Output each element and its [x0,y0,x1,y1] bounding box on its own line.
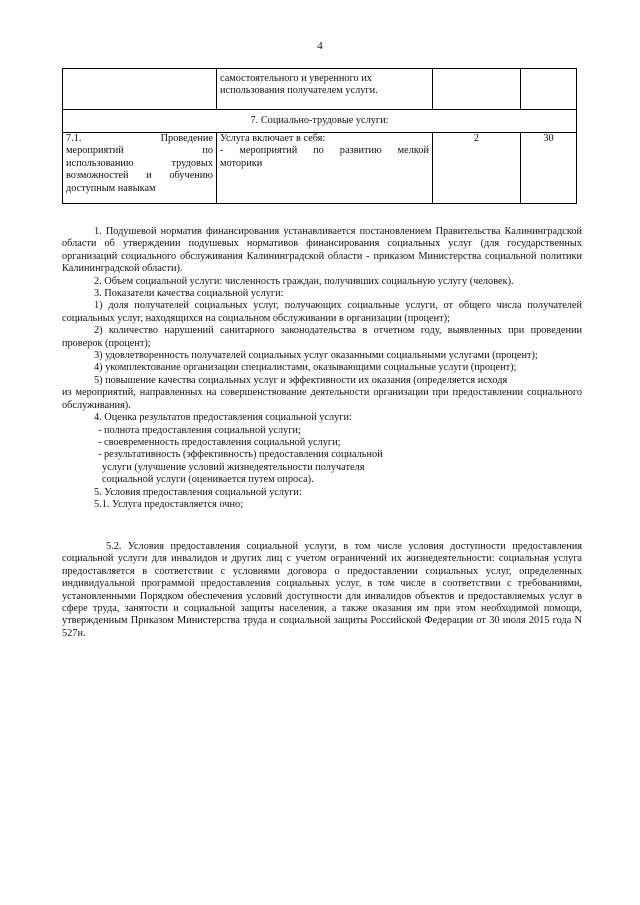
table-cell-value: 2 [433,133,521,204]
table-row [63,69,577,110]
table-cell-value: 30 [521,133,577,204]
table-cell-content [217,69,433,110]
table-section-row [63,110,577,133]
paragraph: 5. Условия предоставления социальной услуги: [94,486,302,498]
table-cell-content [217,133,433,204]
name-line: доступным навыкам [66,182,156,194]
page-number: 4 [317,40,323,52]
content-line: - мероприятий по развитию мелкой [220,145,429,157]
name-line: возможностей и обучению [66,170,213,182]
name-line: 7.1. Проведение [66,133,213,144]
paragraph: 1) доля получателей социальных услуг, получающих социальные услуги, от общего числа получателей социальных услуг, находящихся на социальном обслуживании в организации (процент); [62,300,582,324]
paragraph: 3) удовлетворенность получателей социальных услуг оказанными социальными услугами (процент); [94,350,538,362]
document-body [62,226,582,511]
content-line: использования получателем услуги. [220,85,378,97]
table-cell-value [433,69,521,110]
paragraph: из мероприятий, направленных на совершенствование деятельности организации при предоставлении социального обслуживания). [62,387,582,411]
name-line: мероприятий по [66,145,213,157]
content-line: самостоятельного и уверенного их [220,73,372,84]
paragraph: 1. Подушевой норматив финансирования устанавливается постановлением Правительства Калининградской области об утверждении подушевых нормативов финансирования социальных услуг (для государственных организаций социального обслуживания Калининградской области - приказом Министерства социальной политики Калининградской области). [62,226,582,275]
table-cell-value [521,69,577,110]
paragraph: 5.2. Условия предоставления социальной услуги, в том числе условия доступности предоставления социальной услуги для инвалидов и других лиц с учетом ограничений их жизнедеятельности: социальная услуга предоставляется в соответствии с условиями договора о предоставлении социальных услуг, определенных индивидуальной программой предоставления социальных услуг, в том числе в соответствии с требованиями, установленными Порядком обеспечения условий доступности для инвалидов объектов и предоставляемых услуг в сфере труда, занятости и социальной защиты населения, а также оказания им при этом необходимой помощи, утвержденным Приказом Министерства труда и социальной защиты Российской Федерации от 30 июля 2015 года N 527н. [62,541,582,639]
table-cell-name [63,133,217,204]
content-line: моторики [220,157,263,169]
paragraph: 2. Объем социальной услуги: численность граждан, получивших социальную услугу (человек). [94,275,514,287]
paragraph: 3. Показатели качества социальной услуги: [94,288,284,300]
list-item: - результативность (эффективность) предоставления социальной [98,449,383,461]
table-row [63,133,577,204]
paragraph: 4) укомплектование организации специалистами, оказывающими социальные услуги (процент); [94,362,517,374]
list-item: - полнота предоставления социальной услуги; [98,424,301,436]
services-table [62,68,577,204]
paragraph: 5.1. Услуга предоставляется очно; [94,498,244,510]
list-item: - своевременность предоставления социальной услуги; [98,436,341,448]
paragraph: 2) количество нарушений санитарного законодательства в отчетном году, выявленных при проведении проверок (процент); [62,325,582,349]
paragraph: 4. Оценка результатов предоставления социальной услуги: [94,412,352,424]
content-line: Услуга включает в себя: [220,133,326,144]
paragraph: 5) повышение качества социальных услуг и эффективности их оказания (определяется исходя [94,374,508,386]
list-item: услуги (улучшение условий жизнедеятельности получателя [102,461,365,473]
section-header: 7. Социально-трудовые услуги: [63,110,577,133]
name-line: использованию трудовых [66,157,213,169]
paragraph-5-2-block [62,541,582,640]
table-cell-name [63,69,217,110]
list-item: социальной услуги (оценивается путем опроса). [102,474,314,486]
